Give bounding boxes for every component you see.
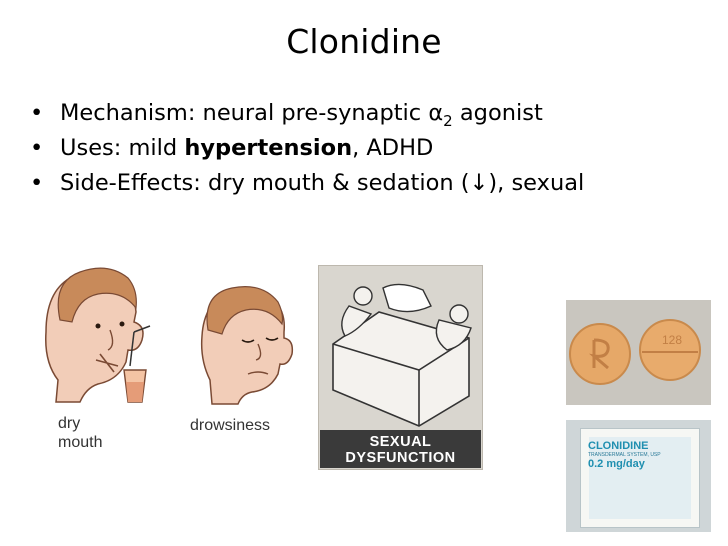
mechanism-text: Mechanism: neural pre-synaptic α: [60, 100, 444, 126]
mechanism-tail: agonist: [452, 100, 543, 126]
bullet-side-effects: [28, 166, 718, 201]
uses-prefix: Uses: mild: [60, 135, 185, 161]
bullet-uses: [28, 131, 718, 166]
drowsiness-illustration: [196, 280, 296, 405]
drowsiness-caption: drowsiness: [190, 417, 271, 434]
bullet-dot: •: [30, 135, 44, 161]
side-effects-text: Side-Effects: dry mouth & sedation (↓), sexual: [60, 170, 585, 196]
dry-mouth-illustration: [38, 262, 158, 407]
clonidine-patch-photo: [566, 420, 711, 532]
alpha-subscript: 2: [443, 112, 453, 130]
uses-suffix: , ADHD: [352, 135, 434, 161]
bed-icon: [319, 266, 482, 431]
dry-mouth-caption: dry mouth: [58, 415, 103, 451]
pill-imprint: 128: [661, 333, 683, 347]
uses-bold: hypertension: [184, 135, 353, 161]
bullet-dot: •: [30, 170, 44, 196]
bullet-dot: •: [30, 100, 44, 126]
patch-label: CLONIDINE TRANSDERMAL SYSTEM, USP 0.2 mg/day: [588, 440, 661, 470]
sexual-dysfunction-label: SEXUAL DYSFUNCTION: [320, 430, 481, 468]
bullet-list: [28, 96, 718, 201]
bullet-mechanism: [28, 96, 718, 131]
pill-photo: [566, 300, 711, 405]
slide-title: Clonidine: [286, 22, 442, 61]
